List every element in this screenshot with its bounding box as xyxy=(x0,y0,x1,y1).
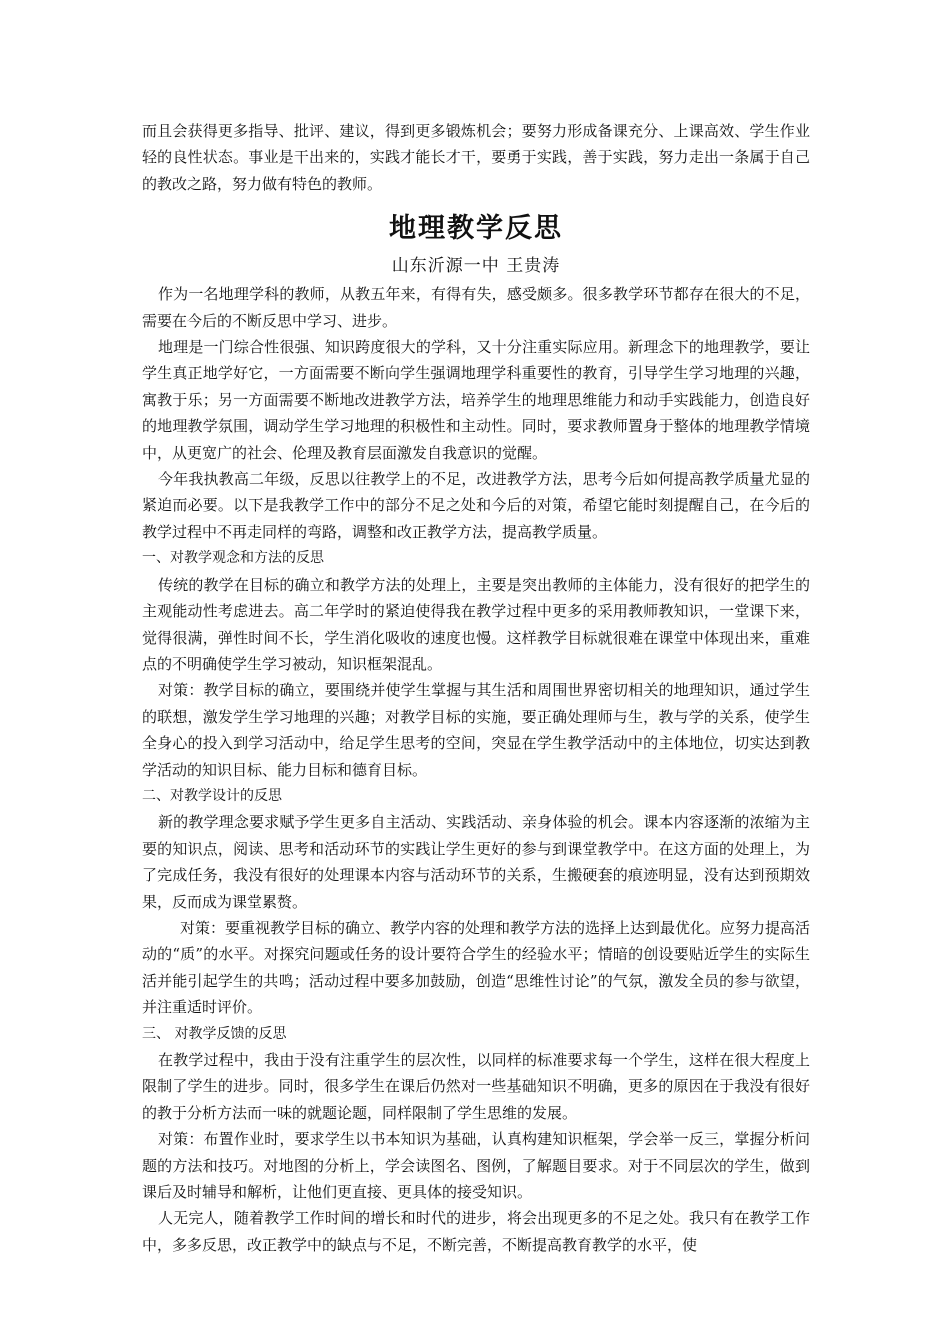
section-3-paragraph: 在教学过程中，我由于没有注重学生的层次性，以同样的标准要求每一个学生，这样在很大程度上限制了学生的进步。同时，很多学生在课后仍然对一些基础知识不明确，更多的原因在于我没有很好的教于分析方法而一味的就题论题，同样限制了学生思维的发展。 xyxy=(142,1051,810,1122)
author-line: 山东沂源一中 王贵涛 xyxy=(391,256,561,277)
section-2-paragraph: 新的教学理念要求赋予学生更多自主活动、实践活动、亲身体验的机会。课本内容逐渐的浓缩为主要的知识点，阅读、思考和活动环节的实践让学生更好的参与到课堂教学中。在这方面的处理上，为了完成任务，我没有很好的处理课本内容与活动环节的关系，生搬硬套的痕迹明显，没有达到预期效果，反而成为课堂累赘。 xyxy=(142,813,810,911)
intro-paragraph: 而且会获得更多指导、批评、建议，得到更多锻炼机会；要努力形成备课充分、上课高效、学生作业轻的良性状态。事业是干出来的，实践才能长才干，要勇于实践，善于实践，努力走出一条属于自己的教改之路，努力做有特色的教师。 xyxy=(142,122,810,193)
section-2-countermeasure: 对策：要重视教学目标的确立、教学内容的处理和教学方法的选择上达到最优化。应努力提高活动的“质”的水平。对探究问题或任务的设计要符合学生的经验水平；情暗的创设要贴近学生的实际生活并能引起学生的共鸣；活动过程中要多加鼓励，创造“思维性讨论”的气氛，激发全员的参与欲望，并注重适时评价。 xyxy=(142,918,811,1017)
section-3-countermeasure: 对策：布置作业时，要求学生以书本知识为基础，认真构建知识框架，学会举一反三，掌握分析问题的方法和技巧。对地图的分析上，学会读图名、图例，了解题目要求。对于不同层次的学生，做到课后及时辅导和解析，让他们更直接、更具体的接受知识。 xyxy=(142,1130,810,1202)
document-page xyxy=(142,118,810,1258)
body-paragraph: 作为一名地理学科的教师，从教五年来，有得有失，感受颇多。很多教学环节都存在很大的不足，需要在今后的不断反思中学习、进步。 xyxy=(142,285,810,330)
body-paragraph: 今年我执教高二年级，反思以往教学上的不足，改进教学方法，思考今后如何提高教学质量尤显的紧迫而必要。以下是我教学工作中的部分不足之处和今后的对策，希望它能时刻提醒自己，在今后的教学过程中不再走同样的弯路，调整和改正教学方法，提高教学质量。 xyxy=(142,470,810,541)
section-heading-2: 二、对教学设计的反思 xyxy=(142,787,282,804)
section-1-paragraph: 传统的教学在目标的确立和教学方法的处理上，主要是突出教师的主体能力，没有很好的把学生的主观能动性考虑进去。高二年学时的紧迫使得我在教学过程中更多的采用教师教知识，一堂课下来，觉得很满，弹性时间不长，学生消化吸收的速度也慢。这样教学目标就很难在课堂中体现出来，重难点的不明确使学生学习被动，知识框架混乱。 xyxy=(142,575,810,673)
section-heading-1: 一、对教学观念和方法的反思 xyxy=(142,550,324,567)
section-1-countermeasure: 对策：教学目标的确立，要围绕并使学生掌握与其生活和周围世界密切相关的地理知识，通过学生的联想，激发学生学习地理的兴趣；对教学目标的实施，要正确处理师与生，教与学的关系，使学生全身心的投入到学习活动中，给足学生思考的空间，突显在学生教学活动中的主体地位，切实达到教学活动的知识目标、能力目标和德育目标。 xyxy=(142,681,810,779)
body-paragraph: 地理是一门综合性很强、知识跨度很大的学科，又十分注重实际应用。新理念下的地理教学，要让学生真正地学好它，一方面需要不断向学生强调地理学科重要性的教育，引导学生学习地理的兴趣，寓教于乐；另一方面需要不断地改进教学方法，培养学生的地理思维能力和动手实践能力，创造良好的地理教学氛围，调动学生学习地理的积极性和主动性。同时，要求教师置身于整体的地理教学情境中，从更宽广的社会、伦理及教育层面激发自我意识的觉醒。 xyxy=(142,338,810,462)
closing-paragraph: 人无完人，随着教学工作时间的增长和时代的进步，将会出现更多的不足之处。我只有在教学工作中，多多反思，改正教学中的缺点与不足，不断完善，不断提高教育教学的水平，使 xyxy=(142,1209,810,1254)
document-title: 地理教学反思 xyxy=(389,213,563,245)
section-heading-3: 三、 对教学反馈的反思 xyxy=(142,1025,287,1042)
